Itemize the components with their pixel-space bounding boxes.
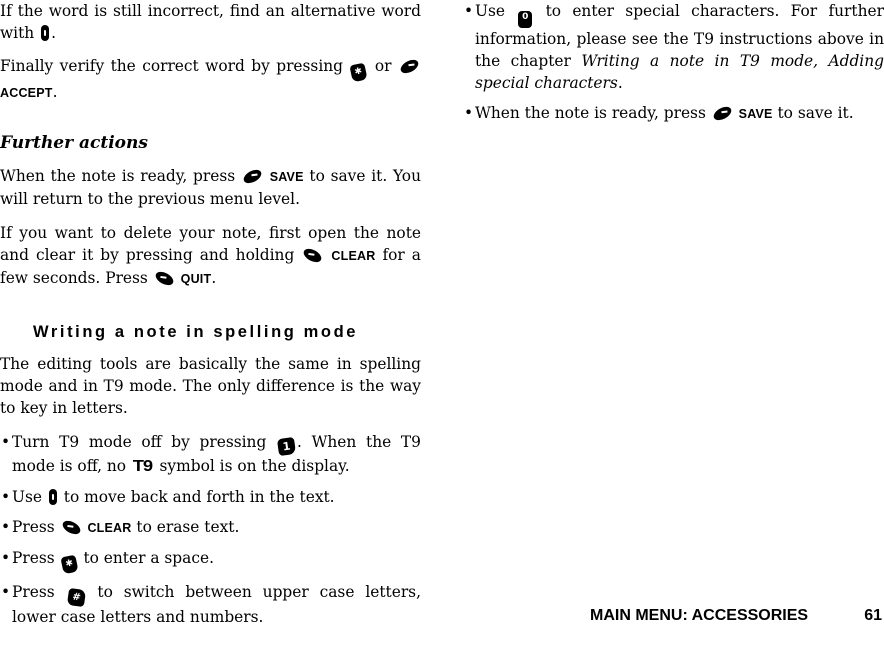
text: to save it. You will return to the previous menu level. bbox=[0, 167, 421, 208]
heading-spelling-mode: Writing a note in spelling mode bbox=[33, 323, 359, 341]
chapter-reference: Writing a note in T9 mode, Adding special characters bbox=[475, 52, 884, 92]
save-key-label: SAVE bbox=[269, 170, 304, 184]
list-item bbox=[0, 581, 421, 628]
text: . bbox=[52, 83, 58, 101]
text: When the note is ready, press bbox=[475, 104, 706, 122]
text: to erase text. bbox=[136, 518, 240, 536]
text: . bbox=[51, 24, 57, 42]
accept-key-label: ACCEPT bbox=[0, 86, 53, 100]
text: to switch between upper case letters, lower case letters and numbers. bbox=[12, 583, 421, 626]
save-key-label: SAVE bbox=[738, 107, 773, 121]
text: to save it. bbox=[777, 104, 854, 122]
list-item bbox=[0, 486, 421, 508]
list-item bbox=[0, 516, 421, 539]
text: for a few seconds. Press bbox=[0, 246, 421, 287]
continued-bullet-list bbox=[463, 0, 884, 133]
clear-key-icon bbox=[302, 246, 324, 265]
heading-further-actions: Further actions bbox=[0, 133, 148, 153]
soft-key-icon bbox=[711, 104, 733, 123]
quit-key-label: QUIT bbox=[180, 272, 212, 286]
star-key-icon: ✱ bbox=[60, 555, 78, 575]
text: to enter special characters. For further information, please see the T9 instructions above in the chapter bbox=[475, 2, 884, 70]
paragraph-verify-word bbox=[0, 55, 421, 104]
page-footer bbox=[590, 606, 884, 626]
text: Turn T9 mode off by pressing bbox=[12, 433, 267, 451]
text: Use bbox=[12, 488, 42, 506]
text: Finally verify the correct word by pressing bbox=[0, 57, 344, 75]
text: . When the T9 mode is off, no bbox=[12, 433, 421, 475]
zero-key-icon: 0 bbox=[518, 11, 532, 28]
text: Press bbox=[12, 518, 55, 536]
text: to move back and forth in the text. bbox=[63, 488, 335, 506]
text: or bbox=[374, 57, 392, 75]
paragraph-editing-tools: The editing tools are basically the same in spelling mode and in T9 mode. The only difference is the way to key in letters. bbox=[0, 355, 421, 417]
paragraph-save-note bbox=[0, 165, 421, 210]
t9-symbol-icon: T9 bbox=[132, 458, 152, 475]
paragraph-alternative-word bbox=[0, 0, 421, 44]
text: symbol is on the display. bbox=[159, 457, 350, 475]
text: Use bbox=[475, 2, 505, 20]
text: . bbox=[617, 74, 623, 92]
hash-key-icon: # bbox=[66, 588, 85, 607]
clear-key-label: CLEAR bbox=[331, 249, 376, 263]
clear-key-icon bbox=[60, 518, 82, 537]
nav-key-icon bbox=[49, 489, 57, 505]
star-key-icon: ✱ bbox=[350, 63, 368, 83]
text: If you want to delete your note, first open the note and clear it by pressing and holding bbox=[0, 224, 421, 264]
paragraph-delete-note bbox=[0, 222, 421, 290]
soft-key-icon bbox=[398, 57, 420, 76]
clear-key-label: CLEAR bbox=[87, 521, 132, 535]
text: Press bbox=[12, 583, 55, 601]
one-key-icon: 1 bbox=[277, 437, 296, 456]
page-number: 61 bbox=[864, 607, 882, 624]
footer-section-title: MAIN MENU: ACCESSORIES bbox=[590, 607, 809, 624]
spelling-mode-bullet-list bbox=[0, 431, 421, 636]
text: Press bbox=[12, 549, 55, 567]
list-item bbox=[463, 102, 884, 125]
clear-key-icon bbox=[153, 269, 175, 288]
text: If the word is still incorrect, find an alternative word with bbox=[0, 2, 421, 42]
nav-key-icon bbox=[41, 25, 49, 41]
text: When the note is ready, press bbox=[0, 167, 236, 185]
list-item bbox=[0, 431, 421, 478]
soft-key-icon bbox=[241, 167, 263, 186]
text: . bbox=[211, 269, 217, 287]
list-item bbox=[0, 547, 421, 573]
list-item bbox=[463, 0, 884, 94]
text: to enter a space. bbox=[83, 549, 214, 567]
